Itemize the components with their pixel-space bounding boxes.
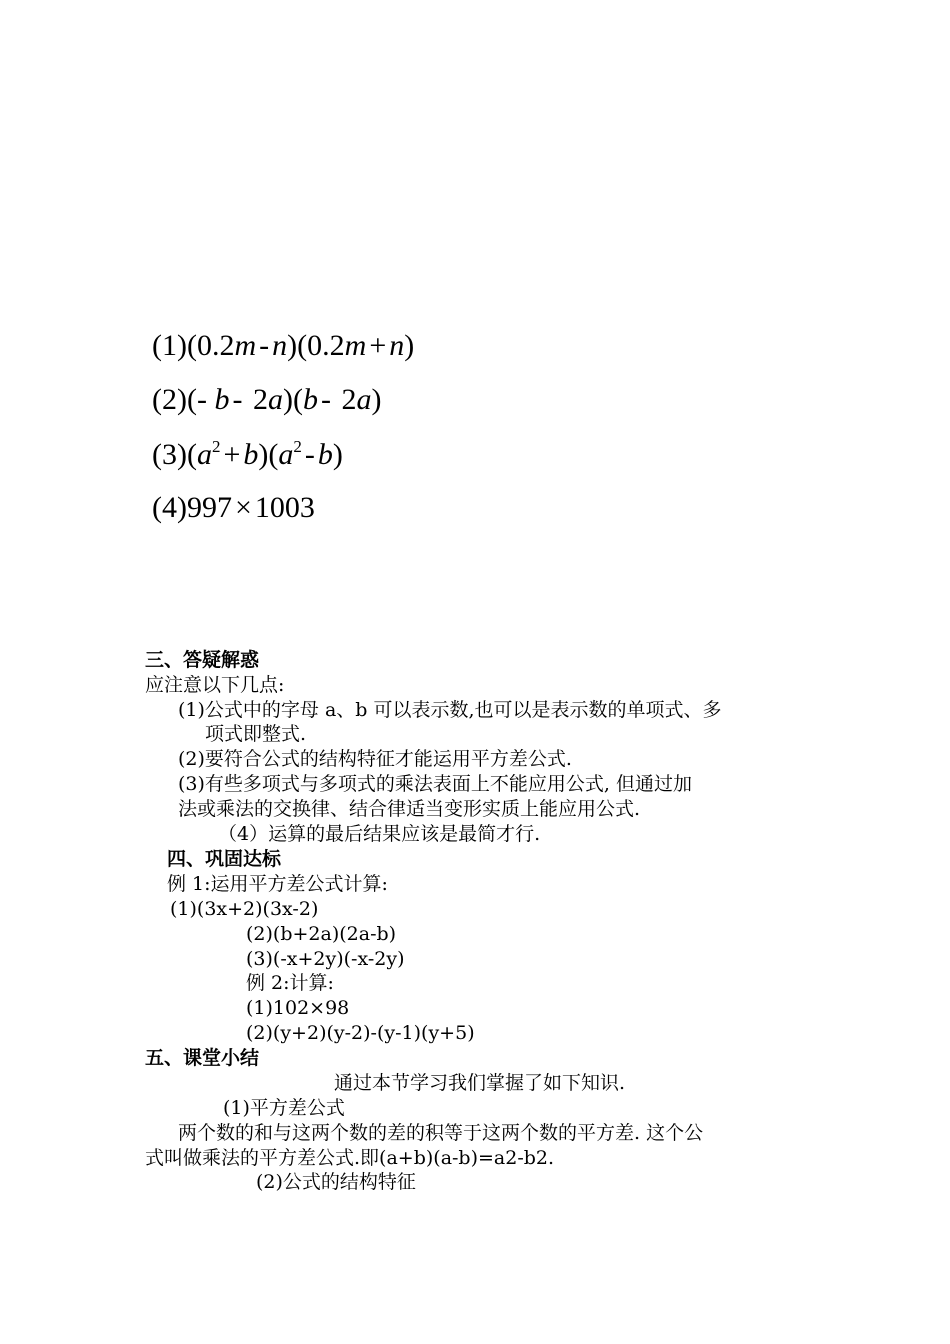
eq-part: (- [186, 383, 207, 416]
equation-2 [152, 382, 381, 418]
example-2-title: 例 2:计算: [246, 972, 334, 994]
section-5-heading: 五、课堂小结 [145, 1047, 260, 1069]
eq-var: b [214, 383, 230, 416]
example-1-item-3: (3)(-x+2y)(-x-2y) [246, 948, 405, 970]
eq-var: b [243, 438, 259, 471]
eq-op: - [259, 329, 270, 362]
eq-part: 1003 [254, 491, 315, 524]
eq-op: - [320, 383, 331, 416]
note-2: (2)要符合公式的结构特征才能运用平方差公式. [178, 748, 572, 770]
example-2-item-1: (1)102×98 [246, 997, 350, 1019]
eq-part: 2 [252, 383, 268, 416]
eq-part: ) [371, 383, 382, 416]
example-1-item-2: (2)(b+2a)(2a-b) [246, 923, 397, 945]
summary-item-1-title: (1)平方差公式 [223, 1097, 345, 1119]
example-2-item-2: (2)(y+2)(y-2)-(y-1)(y+5) [246, 1022, 475, 1044]
example-1-item-1: (1)(3x+2)(3x-2) [170, 898, 319, 920]
summary-item-2-title: (2)公式的结构特征 [256, 1171, 416, 1193]
note-4: （4）运算的最后结果应该是最简才行. [218, 823, 541, 845]
eq-part: 2 [341, 383, 357, 416]
note-3-line-2: 法或乘法的交换律、结合律适当变形实质上能应用公式. [178, 798, 641, 820]
eq-op: - [232, 383, 243, 416]
example-1-title: 例 1:运用平方差公式计算: [167, 873, 388, 895]
eq-var: b [302, 383, 318, 416]
note-1-line-1: (1)公式中的字母 a、b 可以表示数,也可以是表示数的单项式、多 [178, 699, 722, 721]
eq-part: (0.2 [186, 329, 235, 362]
eq-var: m [234, 329, 257, 362]
section-4-heading: 四、巩固达标 [167, 848, 282, 870]
eq-var: b [317, 438, 333, 471]
note-1-line-2: 项式即整式. [205, 723, 307, 745]
eq-var: a [196, 438, 212, 471]
eq-number: (3) [152, 438, 187, 471]
equation-4 [152, 490, 315, 526]
eq-var: a [356, 383, 372, 416]
eq-number: (2) [152, 383, 187, 416]
eq-op: × [234, 491, 252, 524]
eq-exponent: 2 [211, 437, 221, 456]
note-3-line-1: (3)有些多项式与多项式的乘法表面上不能应用公式, 但通过加 [178, 773, 692, 795]
eq-op: + [369, 329, 387, 362]
eq-op: + [223, 438, 241, 471]
eq-var: a [267, 383, 283, 416]
eq-exponent: 2 [293, 437, 302, 456]
summary-item-1-line-2: 式叫做乘法的平方差公式.即(a+b)(a-b)=a2-b2. [145, 1147, 555, 1169]
section-3-heading: 三、答疑解惑 [145, 649, 260, 671]
eq-var: m [344, 329, 367, 362]
equation-1 [152, 328, 414, 364]
summary-item-1-line-1: 两个数的和与这两个数的差的积等于这两个数的平方差. 这个公 [178, 1122, 704, 1144]
eq-var: n [272, 329, 288, 362]
equation-3 [152, 437, 343, 473]
eq-part: ) [332, 438, 343, 471]
eq-var: n [389, 329, 405, 362]
eq-number: (1) [152, 329, 187, 362]
eq-part: )(0.2 [287, 329, 345, 362]
eq-part: )( [258, 438, 279, 471]
eq-op: - [304, 438, 315, 471]
eq-part: )( [282, 383, 303, 416]
eq-part: ( [186, 438, 197, 471]
eq-var: a [278, 438, 294, 471]
eq-part: ) [404, 329, 415, 362]
section-3-intro: 应注意以下几点: [145, 674, 285, 696]
summary-intro: 通过本节学习我们掌握了如下知识. [334, 1072, 626, 1094]
eq-number: (4)997 [152, 491, 232, 524]
